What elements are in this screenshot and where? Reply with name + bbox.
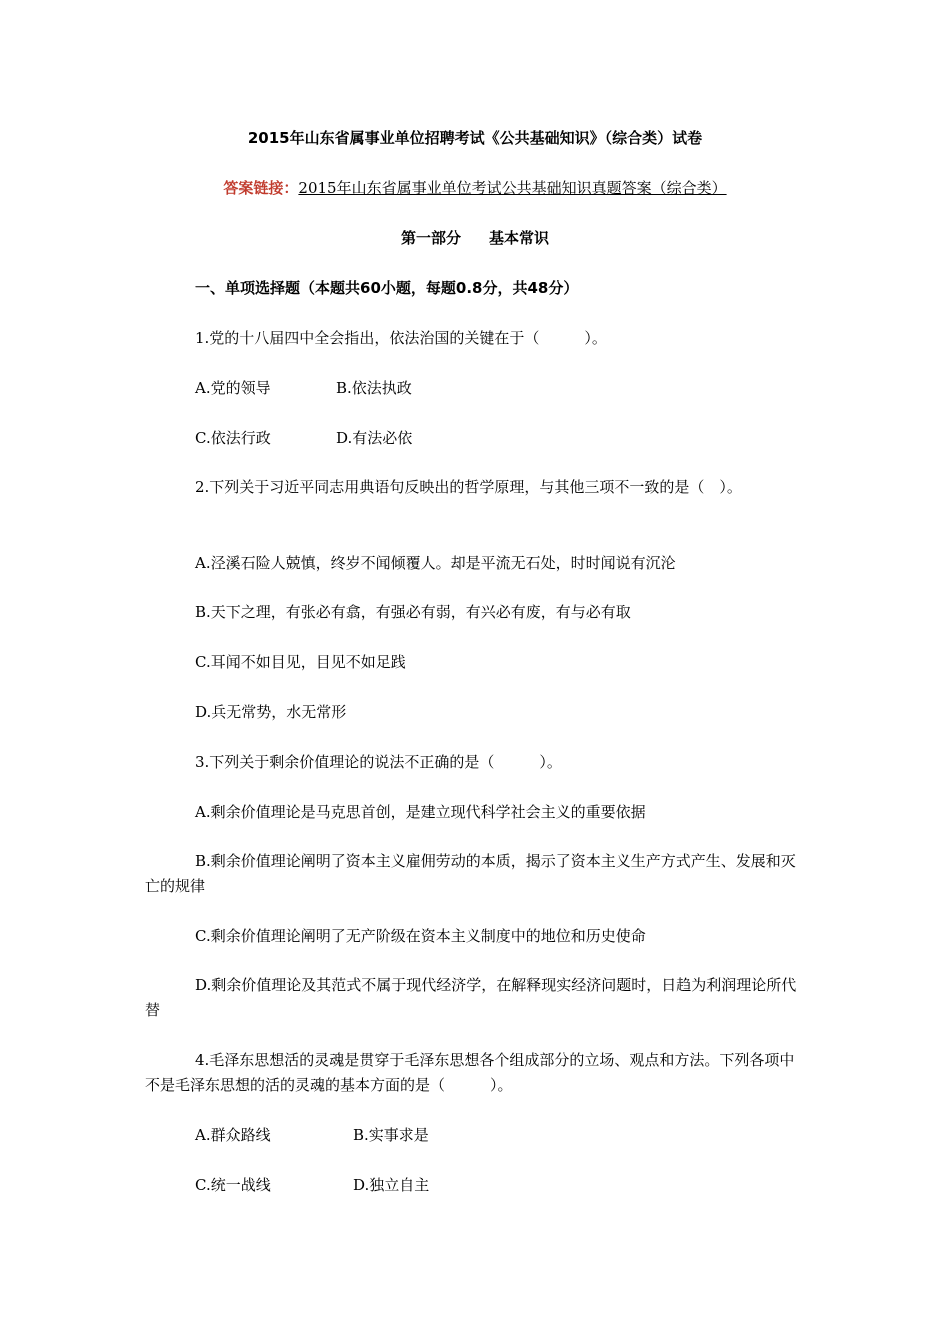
question-4-option-c: C.统一战线 [195,1176,271,1194]
question-1-stem: 1.党的十八届四中全会指出，依法治国的关键在于（ ）。 [195,329,607,347]
answer-link[interactable]: 2015年山东省属事业单位考试公共基础知识真题答案（综合类） [298,179,727,197]
question-3-option-d: D.剩余价值理论及其范式不属于现代经济学，在解释现实经济问题时，日趋为利润理论所代替 [145,976,797,1019]
question-2-option-b: B.天下之理，有张必有翕，有强必有弱，有兴必有废，有与必有取 [195,603,631,621]
question-4-option-b: B.实事求是 [353,1126,429,1144]
question-1-option-a: A.党的领导 [195,379,271,397]
part-heading [0,226,950,250]
answer-link-label: 答案链接： [223,179,299,197]
question-4-stem: 4.毛泽东思想活的灵魂是贯穿于毛泽东思想各个组成部分的立场、观点和方法。下列各项中不是毛泽东思想的活的灵魂的基本方面的是（ ）。 [145,1051,795,1094]
question-2-option-c: C.耳闻不如目见，目见不如足践 [195,653,406,671]
question-3-option-a: A.剩余价值理论是马克思首创，是建立现代科学社会主义的重要依据 [195,803,646,821]
question-1-option-b: B.依法执政 [336,379,412,397]
part-name: 基本常识 [489,229,550,247]
question-1-option-d: D.有法必依 [336,429,413,447]
question-1-option-c: C.依法行政 [195,429,271,447]
part-number: 第一部分 [400,229,461,247]
question-2-option-a: A.泾溪石险人兢慎，终岁不闻倾覆人。却是平流无石处，时时闻说有沉沦 [195,554,676,572]
question-3-option-b: B.剩余价值理论阐明了资本主义雇佣劳动的本质，揭示了资本主义生产方式产生、发展和灭亡的规律 [145,852,796,895]
page-title: 2015年山东省属事业单位招聘考试《公共基础知识》（综合类）试卷 [247,129,703,147]
question-2-option-d: D.兵无常势，水无常形 [195,703,347,721]
section-heading: 一、单项选择题（本题共60小题，每题0.8分，共48分） [195,279,579,297]
question-3-stem: 3.下列关于剩余价值理论的说法不正确的是（ ）。 [195,753,562,771]
question-4-option-d: D.独立自主 [353,1176,430,1194]
question-4-option-a: A.群众路线 [195,1126,271,1144]
question-2-stem: 2.下列关于习近平同志用典语句反映出的哲学原理，与其他三项不一致的是（ ）。 [195,478,742,496]
question-3-option-c: C.剩余价值理论阐明了无产阶级在资本主义制度中的地位和历史使命 [195,927,646,945]
answer-link-row [0,176,950,200]
